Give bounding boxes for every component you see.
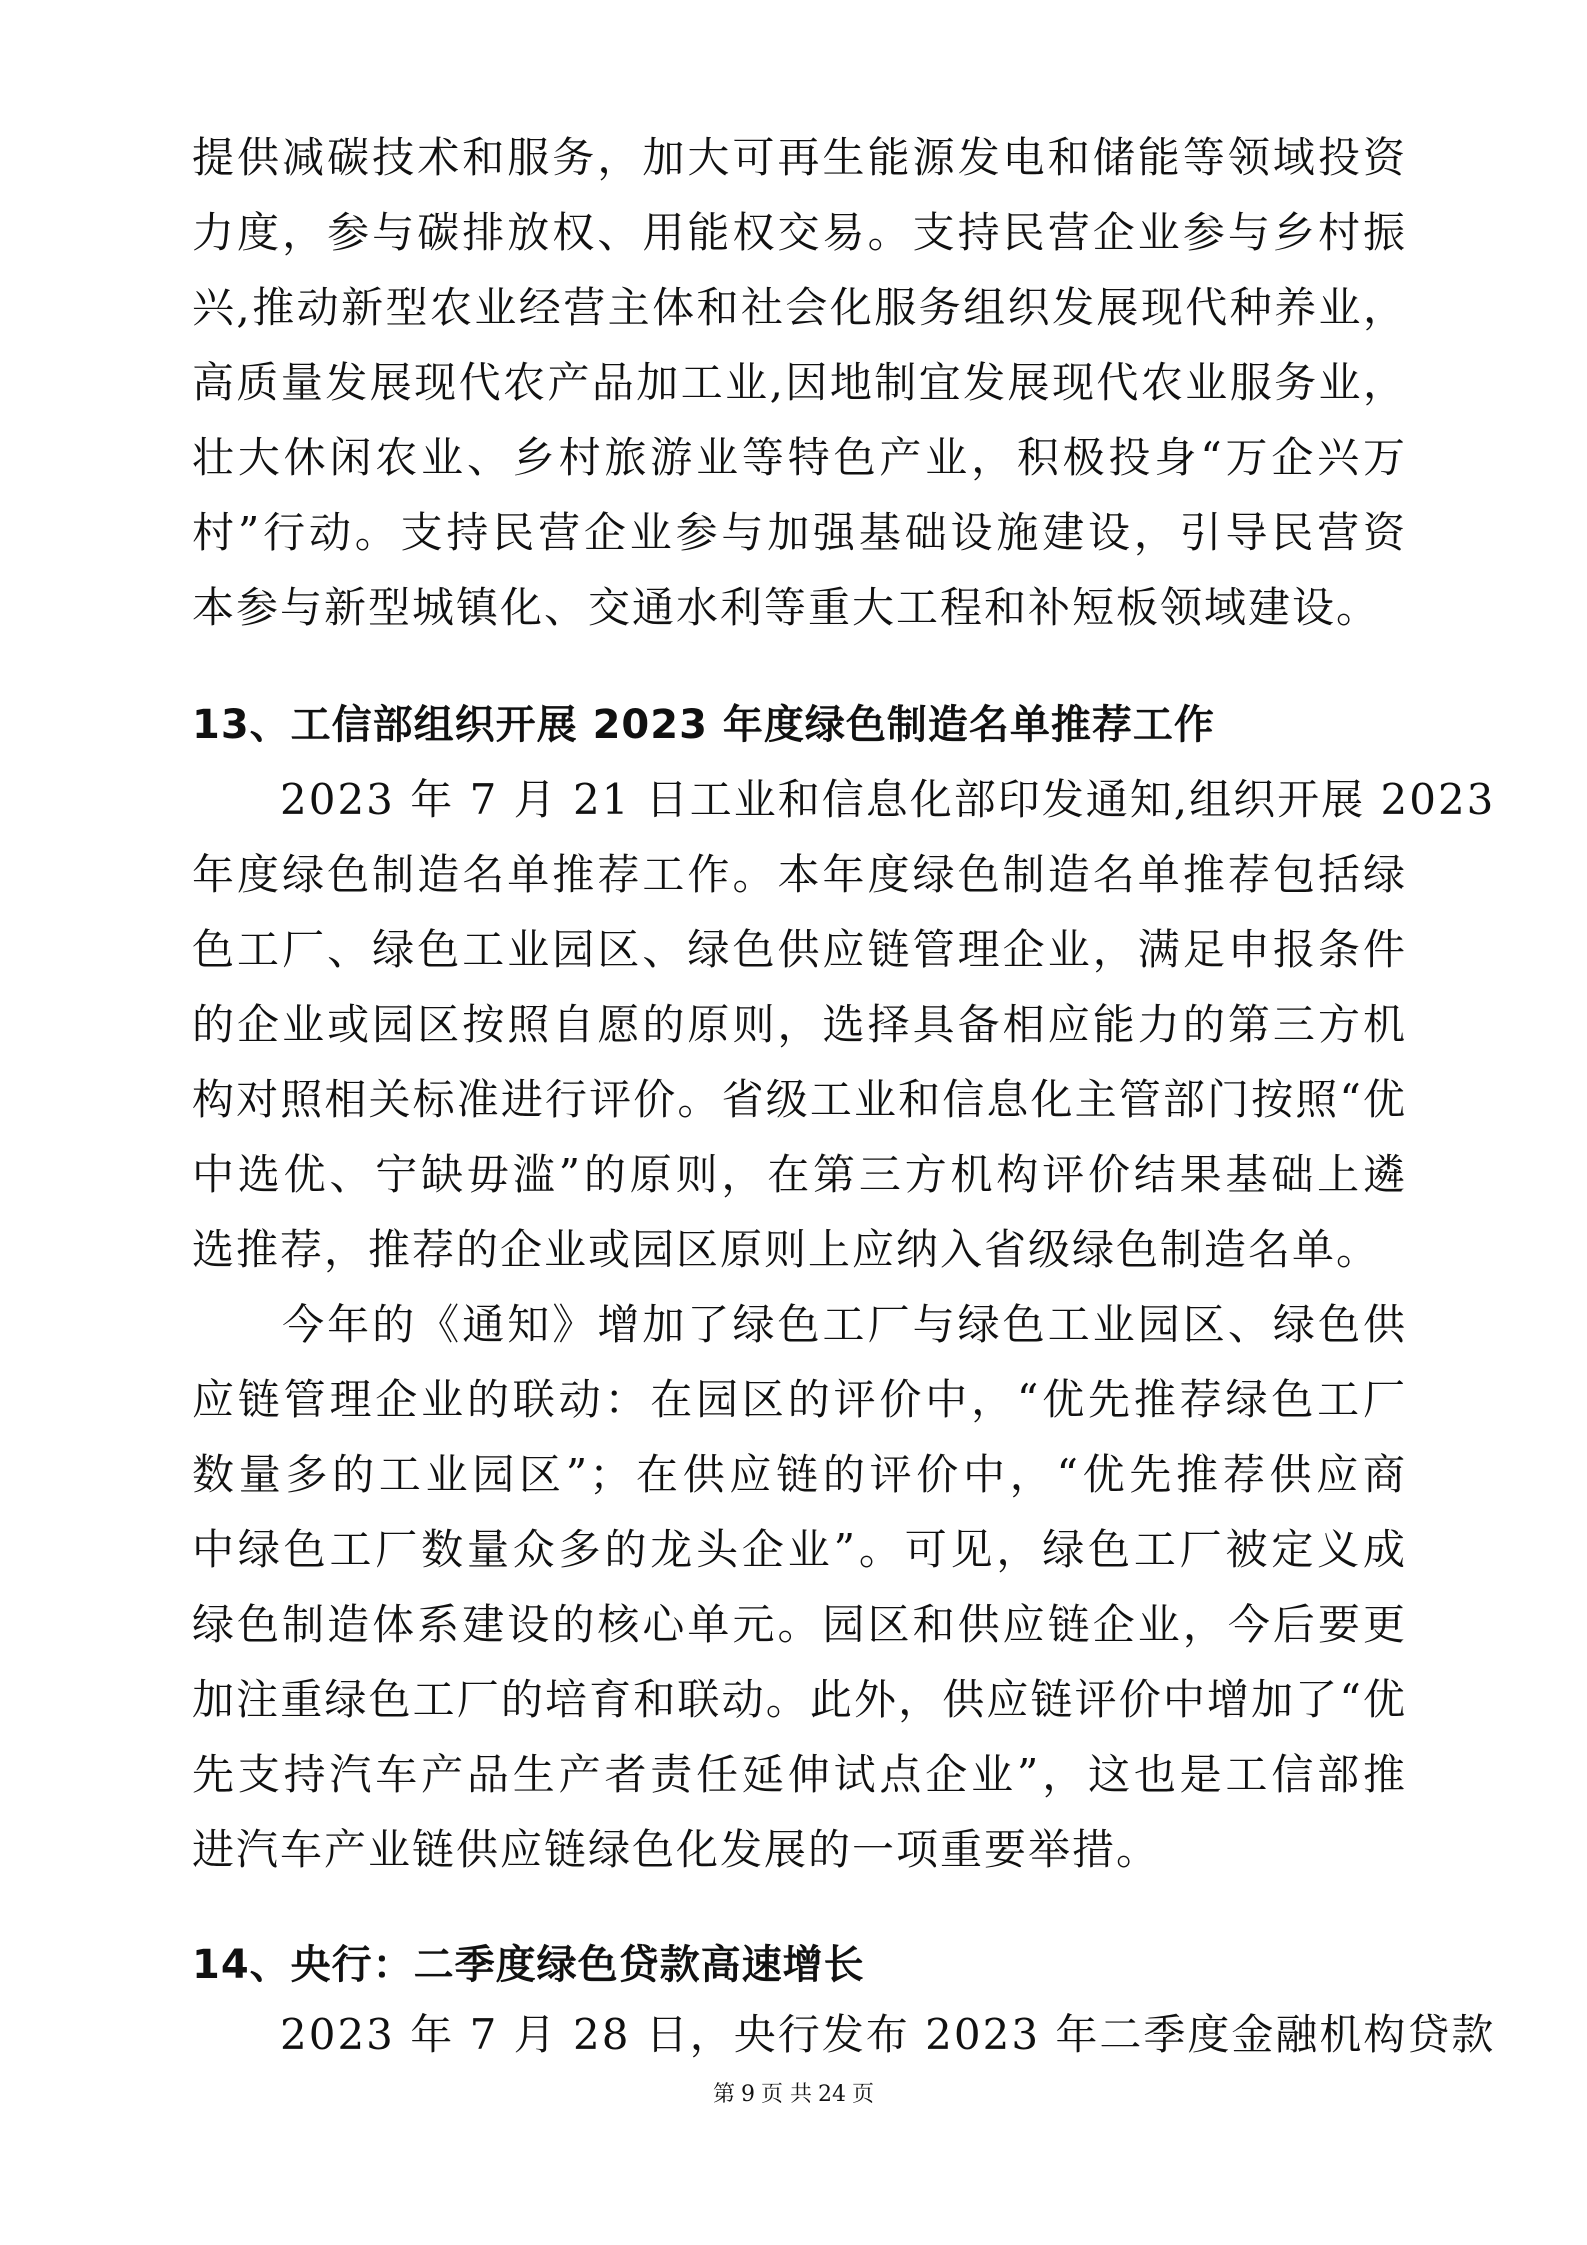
footer-suffix: 页 [852, 2082, 875, 2107]
footer-page-number: 9 [741, 2082, 755, 2107]
paragraph-line: 绿色制造体系建设的核心单元。园区和供应链企业，今后要更 [192, 1600, 1407, 1649]
paragraph-line: 先支持汽车产品生产者责任延伸试点企业”，这也是工信部推 [192, 1750, 1407, 1799]
paragraph-line: 数量多的工业园区”；在供应链的评价中，“优先推荐供应商 [192, 1450, 1407, 1499]
paragraph-line: 今年的《通知》增加了绿色工厂与绿色工业园区、绿色供 [192, 1300, 1407, 1349]
paragraph-line: 2023 年 7 月 21 日工业和信息化部印发通知,组织开展 2023 [192, 775, 1496, 824]
page-footer [0, 2080, 1587, 2110]
paragraph-line: 加注重绿色工厂的培育和联动。此外，供应链评价中增加了“优 [192, 1675, 1407, 1724]
paragraph-line: 力度，参与碳排放权、用能权交易。支持民营企业参与乡村振 [192, 208, 1407, 257]
footer-middle: 页 共 [761, 2082, 812, 2107]
paragraph-line: 年度绿色制造名单推荐工作。本年度绿色制造名单推荐包括绿 [192, 850, 1407, 899]
footer-total-pages: 24 [818, 2082, 846, 2107]
paragraph-line: 中选优、宁缺毋滥”的原则，在第三方机构评价结果基础上遴 [192, 1150, 1407, 1199]
paragraph-line: 村”行动。支持民营企业参与加强基础设施建设，引导民营资 [192, 508, 1407, 557]
paragraph-line: 壮大休闲农业、乡村旅游业等特色产业，积极投身“万企兴万 [192, 433, 1407, 482]
paragraph-line: 提供减碳技术和服务，加大可再生能源发电和储能等领域投资 [192, 133, 1407, 182]
paragraph-line: 色工厂、绿色工业园区、绿色供应链管理企业，满足申报条件 [192, 925, 1407, 974]
footer-prefix: 第 [712, 2082, 735, 2107]
paragraph-line: 构对照相关标准进行评价。省级工业和信息化主管部门按照“优 [192, 1075, 1407, 1124]
section-heading-13: 13、工信部组织开展 2023 年度绿色制造名单推荐工作 [192, 702, 1215, 748]
section-heading-14: 14、央行：二季度绿色贷款高速增长 [192, 1942, 865, 1988]
paragraph-line: 选推荐，推荐的企业或园区原则上应纳入省级绿色制造名单。 [192, 1225, 1381, 1274]
paragraph-line: 进汽车产业链供应链绿色化发展的一项重要举措。 [192, 1825, 1161, 1874]
paragraph-line: 2023 年 7 月 28 日，央行发布 2023 年二季度金融机构贷款 [192, 2010, 1496, 2059]
paragraph-line: 中绿色工厂数量众多的龙头企业”。可见，绿色工厂被定义成 [192, 1525, 1407, 1574]
paragraph-line: 的企业或园区按照自愿的原则，选择具备相应能力的第三方机 [192, 1000, 1407, 1049]
paragraph-line: 应链管理企业的联动：在园区的评价中，“优先推荐绿色工厂 [192, 1375, 1407, 1424]
paragraph-line: 本参与新型城镇化、交通水利等重大工程和补短板领域建设。 [192, 583, 1381, 632]
paragraph-line: 兴,推动新型农业经营主体和社会化服务组织发展现代种养业， [192, 283, 1407, 332]
paragraph-line: 高质量发展现代农产品加工业,因地制宜发展现代农业服务业， [192, 358, 1407, 407]
